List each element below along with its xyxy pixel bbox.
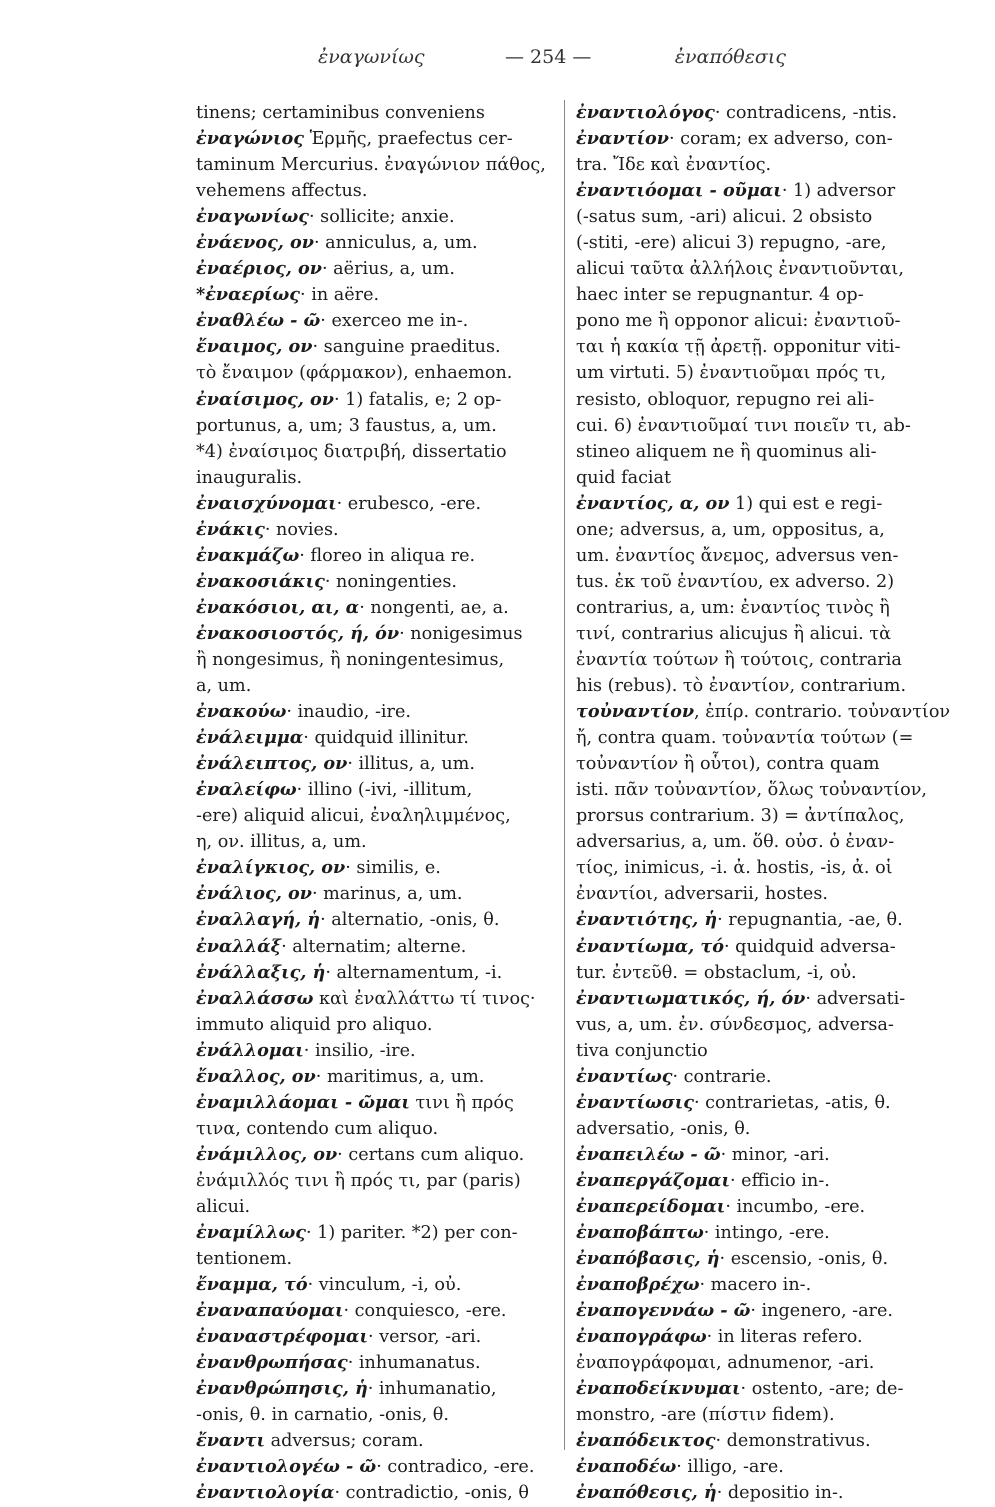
entry-line (196, 986, 558, 1012)
entry-line (196, 907, 558, 933)
entry-line (576, 647, 956, 673)
definition-text: prorsus contrarium. 3) = ἀντίπαλος, (576, 806, 905, 827)
entry-line (196, 230, 558, 256)
headword: ἐναπογράφω (576, 1326, 707, 1348)
headword: ἐνάλλαξις, ἡ (196, 961, 326, 983)
definition-text: · contrarietas, -atis, θ. (693, 1092, 891, 1113)
entry-line (196, 465, 558, 491)
definition-text: pono me ἢ opponor alicui: ἐναντιοῦ- (576, 311, 901, 332)
definition-text: · certans cum aliquo. (337, 1144, 525, 1165)
headword: ἐναπόδεικτος (576, 1430, 716, 1452)
definition-text: · vinculum, -i, οὐ. (307, 1275, 462, 1296)
definition-text: · ostento, -are; de- (740, 1379, 904, 1400)
entry-line (576, 1298, 956, 1324)
definition-text: · inhumanatus. (347, 1353, 481, 1374)
definition-text: alicui. (196, 1196, 251, 1217)
entry-line (576, 100, 956, 126)
entry-line (576, 1454, 956, 1480)
headword: *ἐναερίως (196, 284, 301, 306)
header-left-guide-word: ἐναγωνίως (318, 46, 425, 68)
headword: ἐναντίως (576, 1065, 673, 1087)
entry-line (576, 491, 956, 517)
definition-text: · depositio in-. (716, 1483, 844, 1504)
headword: ἐναποδείκνυμαι (576, 1378, 741, 1400)
headword: ἐναλίγκιος, ον (196, 857, 346, 879)
definition-text: · inaudio, -ire. (286, 702, 411, 723)
entry-line (576, 517, 956, 543)
entry-line (196, 204, 558, 230)
entry-line (576, 204, 956, 230)
definition-text: · insilio, -ire. (303, 1040, 416, 1061)
entry-line (576, 334, 956, 360)
definition-text: · in aëre. (300, 285, 380, 306)
definition-text: · minor, -ari. (720, 1144, 830, 1165)
headword: ἐναλλάξ (196, 935, 282, 957)
definition-text: ἐναπογράφομαι, adnumenor, -ari. (576, 1353, 875, 1374)
definition-text: adversus; coram. (265, 1431, 424, 1452)
entry-line (576, 1064, 956, 1090)
entry-line (576, 1324, 956, 1350)
definition-text: ἢ nongesimus, ἢ noningentesimus, (196, 649, 505, 670)
definition-text: τὸ ἔναιμον (φάρμακον), enhaemon. (196, 363, 513, 384)
headword: ἐναντίος, α, ον (576, 492, 730, 514)
entry-line (196, 1480, 558, 1506)
entry-line (576, 256, 956, 282)
entry-line (196, 934, 558, 960)
entry-line (196, 360, 558, 386)
headword: ἐναναστρέφομαι (196, 1326, 368, 1348)
entry-line (576, 569, 956, 595)
entry-line (576, 1142, 956, 1168)
entry-line (576, 1402, 956, 1428)
entry-line (196, 1298, 558, 1324)
definition-text: τοὐναντίον ἢ οὗτοι), contra quam (576, 754, 880, 775)
definition-text: adversarius, a, um. ὅθ. οὐσ. ὁ ἐναν- (576, 832, 895, 853)
column-divider (564, 100, 565, 1450)
headword: ἐναμίλλως (196, 1222, 306, 1244)
headword: ἐναέριος, ον (196, 258, 322, 280)
definition-text: · adversati- (805, 988, 906, 1009)
definition-text: vehemens affectus. (196, 181, 368, 202)
entry-line (576, 1480, 956, 1506)
entry-line (576, 308, 956, 334)
headword: ἐναλλάσσω (196, 987, 314, 1009)
entry-line (196, 569, 558, 595)
headword: ἔναλλος, ον (196, 1065, 316, 1087)
entry-line (576, 230, 956, 256)
entry-line (576, 152, 956, 178)
definition-text: tus. ἐκ τοῦ ἐναντίου, ex adverso. 2) (576, 571, 895, 592)
entry-line (196, 491, 558, 517)
definition-text: η, ον. illitus, a, um. (196, 832, 367, 853)
definition-text: haec inter se repugnantur. 4 op- (576, 285, 864, 306)
definition-text: · aërius, a, um. (322, 259, 455, 280)
definition-text: quid faciat (576, 467, 672, 488)
entry-line (196, 1090, 558, 1116)
entry-line (576, 360, 956, 386)
definition-text: his (rebus). τὸ ἐναντίον, contrarium. (576, 676, 907, 697)
entry-line (196, 282, 558, 308)
entry-line (196, 152, 558, 178)
definition-text: · contradictio, -onis, θ (334, 1483, 529, 1504)
definition-text: alicui ταῦτα ἀλλήλοις ἐναντιοῦνται, (576, 259, 904, 280)
definition-text: · alternatio, -onis, θ. (320, 910, 500, 931)
definition-text: · conquiesco, -ere. (343, 1301, 507, 1322)
definition-text: · exerceo me in-. (320, 311, 469, 332)
entry-line (196, 751, 558, 777)
entry-line (196, 725, 558, 751)
definition-text: · noningenties. (324, 571, 457, 592)
definition-text: · escensio, -onis, θ. (719, 1249, 889, 1270)
definition-text: · floreo in aliqua re. (299, 545, 476, 566)
entry-line (196, 647, 558, 673)
entry-line (196, 1246, 558, 1272)
entry-line (576, 543, 956, 569)
entry-line (196, 1116, 558, 1142)
definition-text: tur. ἐντεῦθ. = obstaclum, -i, οὐ. (576, 962, 857, 983)
entry-line (576, 1012, 956, 1038)
entry-line (196, 1168, 558, 1194)
headword: ἐνακόσιοι, αι, α (196, 596, 360, 618)
definition-text: · alternatim; alterne. (281, 936, 467, 957)
headword: ἐνακοσιοστός, ή, όν (196, 622, 400, 644)
headword: ἐναπεργάζομαι (576, 1169, 730, 1191)
definition-text: contrarius, a, um: ἐναντίος τινὸς ἢ (576, 597, 890, 618)
definition-text: · illitus, a, um. (347, 754, 475, 775)
definition-text: · contradico, -ere. (376, 1457, 535, 1478)
definition-text: ἐναντία τούτων ἢ τούτοις, contraria (576, 649, 902, 670)
headword: ἐναγώνιος (196, 128, 304, 150)
entry-line (576, 829, 956, 855)
definition-text: tinens; certaminibus conveniens (196, 103, 485, 123)
entry-line (576, 934, 956, 960)
headword: ἔναμμα, τό (196, 1274, 308, 1296)
entry-line (576, 1246, 956, 1272)
entry-line (576, 1168, 956, 1194)
entry-line (576, 881, 956, 907)
definition-text: um. ἐναντίος ἄνεμος, adversus ven- (576, 545, 899, 566)
entry-line (196, 1428, 558, 1454)
entry-line (576, 855, 956, 881)
entry-line (196, 855, 558, 881)
definition-text: · quidquid illinitur. (303, 728, 469, 749)
definition-text: · in literas refero. (706, 1327, 863, 1348)
entry-line (196, 178, 558, 204)
entry-line (576, 1376, 956, 1402)
entry-line (196, 439, 558, 465)
headword: ἐναλλαγή, ἡ (196, 909, 321, 931)
entry-line (196, 595, 558, 621)
entry-line (576, 751, 956, 777)
definition-text: tentionem. (196, 1249, 293, 1270)
entry-line (576, 907, 956, 933)
definition-text: immuto aliquid pro aliquo. (196, 1014, 433, 1035)
definition-text: isti. πᾶν τοὐναντίον, ὅλως τοὐναντίον, (576, 780, 928, 801)
headword: ἐναντιόομαι - οῦμαι (576, 180, 782, 202)
definition-text: 1) qui est e regi- (729, 493, 883, 514)
definition-text: · sollicite; anxie. (309, 207, 455, 228)
definition-text: · coram; ex adverso, con- (668, 129, 893, 150)
headword: ἐναμιλλάομαι - ῶμαι (196, 1091, 410, 1113)
headword: ἐναποδέω (576, 1456, 677, 1478)
definition-text: · contradicens, -ntis. (714, 103, 898, 123)
definition-text: · similis, e. (345, 858, 441, 879)
entry-line (576, 1350, 956, 1376)
headword: ἐναποβρέχω (576, 1274, 700, 1296)
entry-line (576, 1220, 956, 1246)
headword: ἐναποβάπτω (576, 1222, 704, 1244)
definition-text: , ἐπίρ. contrario. τοὐναντίον (694, 702, 951, 723)
entry-line (196, 100, 558, 126)
entry-line (196, 1064, 558, 1090)
headword: ἐνάμιλλος, ον (196, 1143, 338, 1165)
headword: ἐναπερείδομαι (576, 1195, 726, 1217)
definition-text: · erubesco, -ere. (336, 493, 482, 514)
definition-text: · maritimus, a, um. (315, 1066, 485, 1087)
headword: ἐναπόθεσις, ἡ (576, 1482, 717, 1504)
definition-text: resisto, obloquor, repugno rei ali- (576, 389, 875, 410)
entry-line (576, 803, 956, 829)
headword: ἐναντίωμα, τό (576, 935, 724, 957)
entry-line (196, 334, 558, 360)
entry-line (576, 621, 956, 647)
definition-text: -ere) aliquid alicui, ἐναληλιμμένος, (196, 806, 511, 827)
headword: ἐναπογεννάω - ῶ (576, 1300, 751, 1322)
entry-line (576, 725, 956, 751)
definition-text: · 1) fatalis, e; 2 op- (333, 389, 502, 410)
entry-line (576, 1116, 956, 1142)
definition-text: Ἑρμῆς, praefectus cer- (303, 129, 513, 150)
headword: ἐνακοσιάκις (196, 570, 325, 592)
headword: ἐναισχύνομαι (196, 492, 337, 514)
entry-line (196, 1220, 558, 1246)
headword: ἐναπειλέω - ῶ (576, 1143, 721, 1165)
entry-line (196, 308, 558, 334)
entry-line (196, 673, 558, 699)
entry-line (196, 803, 558, 829)
page-number: — 254 — (505, 46, 592, 68)
header-right-guide-word: ἐναπόθεσις (674, 46, 786, 68)
entry-line (196, 1324, 558, 1350)
definition-text: · contrarie. (672, 1066, 772, 1087)
definition-text: cui. 6) ἐναντιοῦμαί τινι ποιεῖν τι, ab- (576, 415, 911, 436)
entry-line (196, 699, 558, 725)
definition-text: ἐνάμιλλός τινι ἢ πρός τι, par (paris) (196, 1170, 521, 1191)
definition-text: adversatio, -onis, θ. (576, 1118, 751, 1139)
definition-text: · incumbo, -ere. (725, 1196, 866, 1217)
headword: ἐνανθρωπήσας (196, 1352, 348, 1374)
definition-text: tra. Ἴδε καὶ ἐναντίος. (576, 155, 772, 176)
definition-text: τινα, contendo cum aliquo. (196, 1118, 439, 1139)
headword: ἐναντιολόγος (576, 102, 715, 123)
entry-line (196, 256, 558, 282)
entry-line (196, 1142, 558, 1168)
headword: ἐναλείφω (196, 779, 297, 801)
definition-text: one; adversus, a, um, oppositus, a, (576, 519, 885, 540)
definition-text: · illigo, -are. (676, 1457, 784, 1478)
definition-text: *4) ἐναίσιμος διατριβή, dissertatio (196, 441, 507, 462)
entry-line (196, 413, 558, 439)
definition-text: vus, a, um. ἐν. σύνδεσμος, adversa- (576, 1014, 894, 1035)
headword: ἐναντιότης, ἡ (576, 909, 718, 931)
headword: ἐναντιωματικός, ή, όν (576, 987, 806, 1009)
definition-text: -onis, θ. in carnatio, -onis, θ. (196, 1405, 449, 1426)
right-column (576, 100, 956, 1507)
entry-line (196, 1402, 558, 1428)
entry-line (576, 439, 956, 465)
entry-line (196, 881, 558, 907)
entry-line (576, 1090, 956, 1116)
definition-text: · nonigesimus (399, 623, 523, 644)
page-header (200, 46, 790, 86)
headword: ἐνάλιος, ον (196, 883, 312, 905)
entry-line (576, 1428, 956, 1454)
definition-text: (-stiti, -ere) alicui 3) repugno, -are, (576, 233, 887, 254)
entry-line (576, 413, 956, 439)
entry-line (196, 1194, 558, 1220)
entry-line (196, 543, 558, 569)
entry-line (196, 126, 558, 152)
definition-text: · sanguine praeditus. (312, 337, 501, 358)
definition-text: · anniculus, a, um. (314, 233, 478, 254)
definition-text: · novies. (264, 519, 339, 540)
definition-text: καὶ ἐναλλάττω τί τινος· (313, 988, 536, 1009)
headword: ἐνάκις (196, 518, 265, 540)
entry-line (196, 829, 558, 855)
headword: ἐνάλειμμα (196, 727, 304, 749)
entry-line (576, 126, 956, 152)
headword: ἐνάενος, ον (196, 232, 314, 254)
definition-text: · 1) pariter. *2) per con- (305, 1223, 518, 1244)
entry-line (576, 1194, 956, 1220)
definition-text: τινί, contrarius alicujus ἢ alicui. τὰ (576, 623, 891, 644)
headword: ἐνακμάζω (196, 544, 300, 566)
headword: ἐνακούω (196, 701, 287, 723)
entry-line (576, 699, 956, 725)
headword: ἐνανθρώπησις, ἡ (196, 1378, 368, 1400)
definition-text: portunus, a, um; 3 faustus, a, um. (196, 415, 497, 436)
definition-text: taminum Mercurius. ἐναγώνιον πάθος, (196, 155, 546, 176)
entry-line (196, 517, 558, 543)
headword: ἔναντι (196, 1430, 266, 1452)
entry-line (576, 777, 956, 803)
entry-line (196, 621, 558, 647)
headword: ἐναναπαύομαι (196, 1300, 344, 1322)
entry-line (576, 465, 956, 491)
entry-line (576, 282, 956, 308)
left-column (196, 100, 558, 1507)
entry-line (196, 1350, 558, 1376)
entry-line (196, 1038, 558, 1064)
definition-text: · nongenti, ae, a. (359, 597, 509, 618)
entry-line (196, 960, 558, 986)
definition-text: ται ἡ κακία τῇ ἀρετῇ. opponitur viti- (576, 337, 901, 358)
entry-line (196, 387, 558, 413)
entry-line (576, 960, 956, 986)
definition-text: · marinus, a, um. (311, 884, 463, 905)
entry-line (576, 673, 956, 699)
definition-text: · 1) adversor (781, 181, 896, 202)
definition-text: · demonstrativus. (715, 1431, 871, 1452)
definition-text: · quidquid adversa- (724, 936, 896, 957)
definition-text: τινι ἢ πρός (409, 1092, 514, 1113)
headword: ἐναντίον (576, 128, 669, 150)
headword: ἐναίσιμος, ον (196, 388, 334, 410)
definition-text: a, um. (196, 676, 252, 697)
definition-text: · versor, -ari. (367, 1327, 482, 1348)
headword: ἐνάλλομαι (196, 1039, 304, 1061)
headword: τοὐναντίον (576, 701, 695, 723)
definition-text: ἐναντίοι, adversarii, hostes. (576, 884, 828, 905)
entry-line (576, 1038, 956, 1064)
entry-line (196, 1376, 558, 1402)
headword: ἐναντίωσις (576, 1091, 694, 1113)
definition-text: · macero in-. (699, 1275, 812, 1296)
entry-line (576, 387, 956, 413)
headword: ἐνάλειπτος, ον (196, 753, 348, 775)
headword: ἐναγωνίως (196, 206, 309, 228)
entry-line (576, 986, 956, 1012)
definition-text: · alternamentum, -i. (325, 962, 503, 983)
definition-text: inauguralis. (196, 467, 303, 488)
definition-text: · inhumanatio, (367, 1379, 497, 1400)
definition-text: tiva conjunctio (576, 1040, 708, 1061)
headword: ἔναιμος, ον (196, 336, 313, 358)
definition-text: · repugnantia, -ae, θ. (717, 910, 903, 931)
definition-text: um virtuti. 5) ἐναντιοῦμαι πρός τι, (576, 363, 887, 384)
definition-text: monstro, -are (πίστιν fidem). (576, 1405, 835, 1426)
entry-line (196, 1272, 558, 1298)
headword: ἐναντιολογία (196, 1482, 335, 1504)
definition-text: ἤ, contra quam. τοὐναντία τούτων (= (576, 728, 914, 749)
entry-line (576, 595, 956, 621)
entry-line (576, 178, 956, 204)
headword: ἐναντιολογέω - ῶ (196, 1456, 377, 1478)
definition-text: τίος, inimicus, -i. ἀ. hostis, -is, ἀ. οἱ (576, 858, 893, 879)
definition-text: (-satus sum, -ari) alicui. 2 obsisto (576, 207, 873, 228)
definition-text: · ingenero, -are. (750, 1301, 893, 1322)
entry-line (576, 1272, 956, 1298)
definition-text: · illino (-ivi, -illitum, (296, 780, 473, 801)
headword: ἐναπόβασις, ἡ (576, 1248, 720, 1270)
definition-text: · intingo, -ere. (703, 1223, 830, 1244)
definition-text: stineo aliquem ne ἢ quominus ali- (576, 441, 877, 462)
entry-line (196, 777, 558, 803)
headword: ἐναθλέω - ῶ (196, 310, 321, 332)
definition-text: · efficio in-. (729, 1170, 830, 1191)
entry-line (196, 1012, 558, 1038)
entry-line (196, 1454, 558, 1480)
